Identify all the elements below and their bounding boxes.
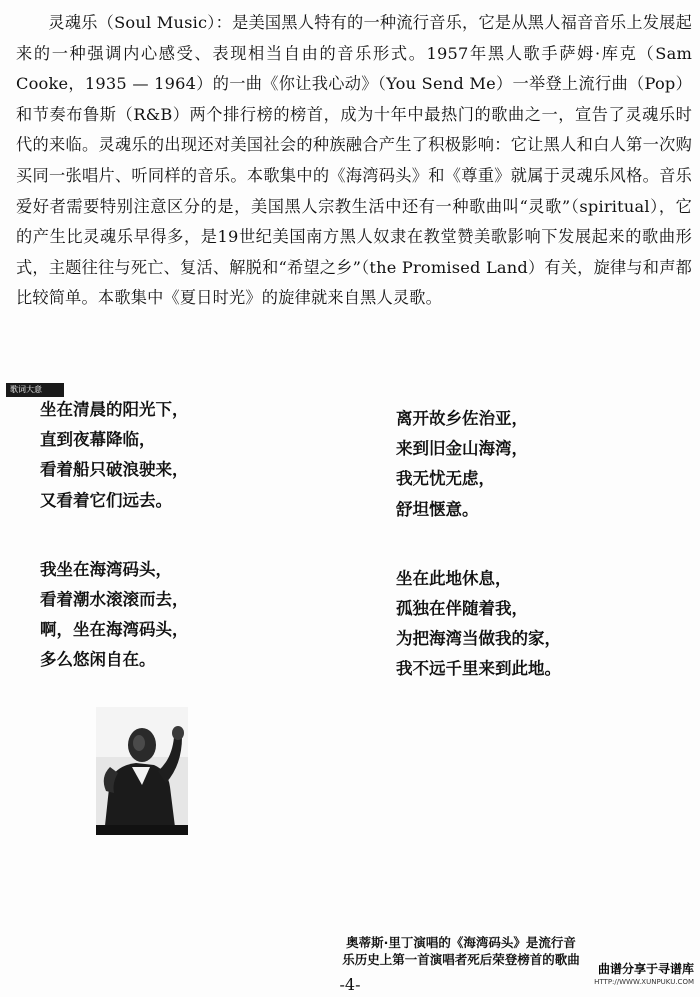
lyrics-stanza [40,555,189,676]
lyrics-right-column [396,404,561,685]
lyric-line: 我坐在海湾码头， [40,559,172,579]
lyric-line: 坐在此地休息， [396,568,512,588]
lyric-line: 看着船只破浪驶来， [40,460,189,480]
caption-line: 奥蒂斯·里丁演唱的《海湾码头》是流行音 [346,935,576,950]
lyric-line: 离开故乡佐治亚， [396,409,528,428]
lyric-line: 多么悠闲自在。 [40,650,156,670]
site-watermark [594,962,694,987]
section-label: 歌词大意 [6,383,64,397]
watermark-title: 曲谱分享于寻谱库 [597,962,694,976]
lyric-line: 啊，坐在海湾码头， [40,620,189,640]
watermark-url: HTTP://WWW.XUNPUKU.COM [594,978,694,986]
lyric-line: 舒坦惬意。 [396,499,479,519]
intro-paragraph: 灵魂乐（Soul Music）：是美国黑人特有的一种流行音乐，它是从黑人福音音乐上发展起来的一种强调内心感受、表现相当自由的音乐形式。1957年黑人歌手萨姆·库克（Sam Cooke，1935 — 1964）的一曲《你让我心动》（You Send Me）一举登上流行曲（Pop）和节奏布鲁斯（R&B）两个排行榜的榜首，成为十年中最热门的歌曲之一，宣告了灵魂乐时代的来临。灵魂乐的出现还对美国社会的种族融合产生了积极影响：它让黑人和白人第一次购买同一张唱片、听同样的音乐。本歌集中的《海湾码头》和《尊重》就属于灵魂乐风格。音乐爱好者需要特别注意区分的是，美国黑人宗教生活中还有一种歌曲叫“灵歌”（spiritual），它的产生比灵魂乐早得多，是19世纪美国南方黑人奴隶在教堂赞美歌影响下发展起来的歌曲形式，主题往往与死亡、复活、解脱和“希望之乡”（the Promised Land）有关，旋律与和声都比较简单。本歌集中《夏日时光》的旋律就来自黑人灵歌。 [16,13,692,308]
singer-photo [96,707,188,835]
caption-line: 乐历史上第一首演唱者死后荣登榜首的歌曲 [342,951,580,967]
lyric-line: 我无忧无虑， [396,469,495,489]
lyric-line: 来到旧金山海湾， [396,439,528,459]
page-number: -4- [339,975,361,994]
photo-caption [296,935,626,968]
lyric-line: 孤独在伴随着我， [396,599,528,619]
lyric-line: 坐在清晨的阳光下， [40,400,189,419]
lyric-line: 我不远千里来到此地。 [396,659,561,679]
lyrics-left-column [40,395,189,676]
lyric-line: 又看着它们远去。 [40,490,172,510]
lyric-line: 为把海湾当做我的家， [396,629,561,649]
lyrics-stanza [396,404,561,525]
singer-photo-icon [96,707,188,835]
lyrics-stanza [40,395,189,516]
lyric-line: 看着潮水滚滚而去， [40,590,189,610]
lyric-line: 直到夜幕降临， [40,430,156,450]
lyrics-stanza [396,564,561,685]
